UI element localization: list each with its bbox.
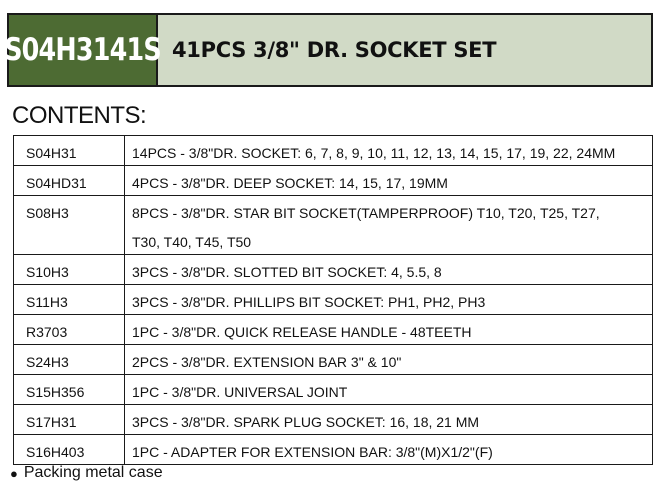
item-description-cell: [125, 315, 653, 345]
item-description-cell: [125, 166, 653, 196]
item-code-cell: [14, 315, 125, 345]
table-row: [14, 405, 653, 435]
table-row: [14, 285, 653, 315]
item-code-cell: [14, 166, 125, 196]
item-description: 1PC - 3/8"DR. QUICK RELEASE HANDLE - 48TEETH: [132, 324, 472, 340]
item-description-cell: [125, 435, 653, 465]
item-description: 8PCS - 3/8"DR. STAR BIT SOCKET(TAMPERPROOF) T10, T20, T25, T27,: [132, 205, 600, 221]
product-title: 41PCS 3/8" DR. SOCKET SET: [172, 38, 497, 62]
item-code-cell: [14, 435, 125, 465]
item-description-cell: [125, 255, 653, 285]
item-code: S10H3: [26, 264, 69, 280]
item-code: S17H31: [26, 414, 77, 430]
item-code: S04HD31: [26, 175, 87, 191]
item-description: 3PCS - 3/8"DR. SLOTTED BIT SOCKET: 4, 5.5, 8: [132, 264, 442, 280]
item-code-cell: [14, 375, 125, 405]
item-code: S04H31: [26, 145, 77, 161]
item-code-cell: [14, 405, 125, 435]
item-code: S15H356: [26, 384, 85, 400]
item-code: S11H3: [26, 294, 68, 310]
item-description-cell: [125, 136, 653, 166]
table-row: [14, 166, 653, 196]
table-row: [14, 255, 653, 285]
item-description: 14PCS - 3/8"DR. SOCKET: 6, 7, 8, 9, 10, 11, 12, 13, 14, 15, 17, 19, 22, 24MM: [132, 145, 616, 161]
item-code-cell: [14, 285, 125, 315]
table-row: [14, 196, 653, 255]
item-description-cell: [125, 285, 653, 315]
item-code-cell: [14, 136, 125, 166]
item-description: T30, T40, T45, T50: [132, 234, 252, 250]
item-code: R3703: [26, 324, 68, 340]
item-description: 4PCS - 3/8"DR. DEEP SOCKET: 14, 15, 17, 19MM: [132, 175, 448, 191]
item-description: 1PC - ADAPTER FOR EXTENSION BAR: 3/8"(M)X1/2"(F): [132, 444, 493, 460]
item-code-cell: [14, 255, 125, 285]
table-row: [14, 315, 653, 345]
product-code-box: [4, 15, 161, 85]
contents-table: [13, 135, 653, 465]
item-description-cell: [125, 196, 653, 255]
item-description-cell: [125, 405, 653, 435]
product-title-box: [158, 15, 651, 85]
item-code-cell: [14, 345, 125, 375]
product-header: [4, 13, 653, 87]
item-description-cell: [125, 345, 653, 375]
item-description: 3PCS - 3/8"DR. PHILLIPS BIT SOCKET: PH1, PH2, PH3: [132, 294, 486, 310]
packing-note: [10, 464, 163, 482]
table-row: [14, 345, 653, 375]
item-description: 3PCS - 3/8"DR. SPARK PLUG SOCKET: 16, 18, 21 MM: [132, 414, 480, 430]
table-row: [14, 136, 653, 166]
item-description: 2PCS - 3/8"DR. EXTENSION BAR 3" & 10": [132, 354, 402, 370]
product-code: S04H3141S: [4, 32, 161, 68]
item-code: S16H403: [26, 444, 85, 460]
item-code: S24H3: [26, 354, 69, 370]
table-row: [14, 375, 653, 405]
item-description-cell: [125, 375, 653, 405]
bullet-icon: ●: [10, 465, 18, 481]
table-row: [14, 435, 653, 465]
item-description: 1PC - 3/8"DR. UNIVERSAL JOINT: [132, 384, 348, 400]
item-code-cell: [14, 196, 125, 255]
item-code: S08H3: [26, 205, 69, 221]
contents-heading: CONTENTS:: [12, 102, 147, 129]
packing-note-text: Packing metal case: [23, 464, 163, 481]
